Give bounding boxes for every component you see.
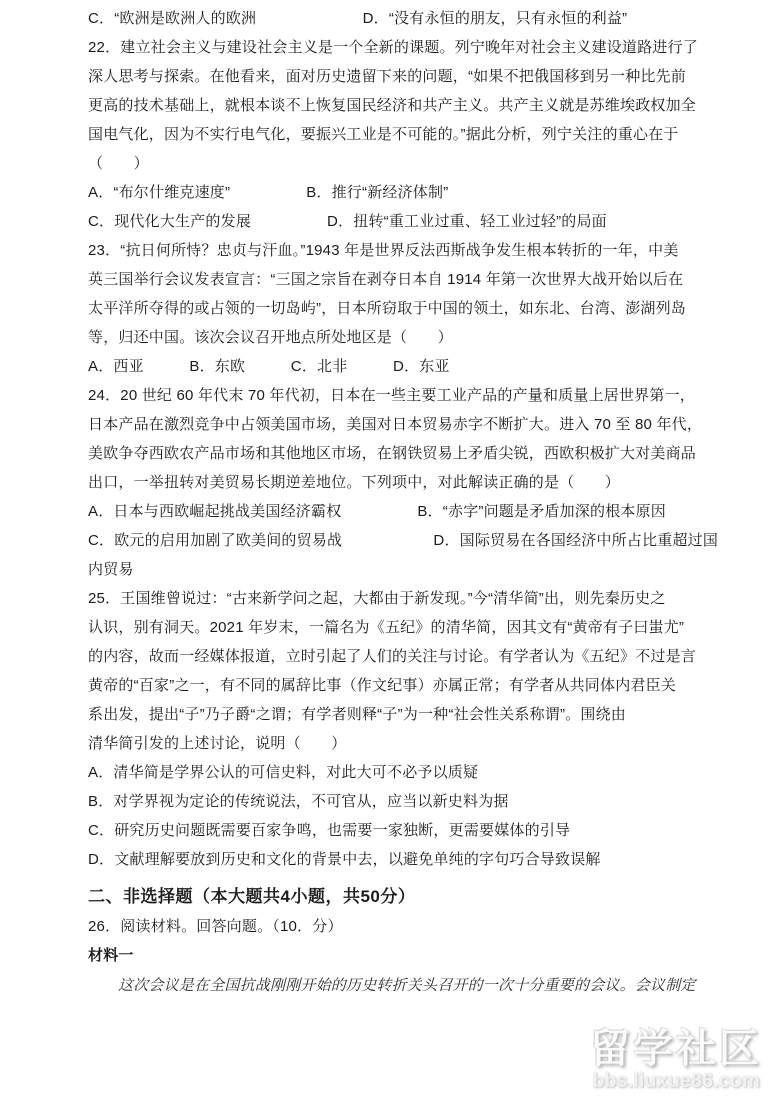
question-22-stem-line-4: 国电气化，因为不实行电气化，要振兴工业是不可能的。”据此分析，列宁关注的重心在于 — [88, 126, 679, 143]
question-24-stem-line-2: 日本产品在激烈竞争中占领美国市场，美国对日本贸易赤字不断扩大。进入 70 至 80 年代， — [88, 416, 703, 433]
question-23-stem-line-2: 英三国举行会议发表宣言：“三国之宗旨在剥夺日本自 1914 年第一次世界大战开始以后在 — [88, 271, 684, 288]
material-1-label: 材料一 — [88, 947, 134, 964]
question-24-options-cd: C．欧元的启用加剧了欧美间的贸易战 D．国际贸易在各国经济中所占比重超过国 — [88, 532, 719, 549]
question-24-stem-line-1: 24．20 世纪 60 年代末 70 年代初，日本在一些主要工业产品的产量和质量上居世界第一， — [88, 387, 695, 404]
question-22-stem-line-1: 22．建立社会主义与建设社会主义是一个全新的课题。列宁晚年对社会主义建设道路进行了 — [88, 39, 698, 56]
question-22-options-ab: A．“布尔什维克速度” B．推行“新经济体制” — [88, 184, 449, 201]
question-25-stem-line-3: 的内容，故而一经媒体报道，立时引起了人们的关注与讨论。有学者认为《五纪》不过是言 — [88, 648, 697, 665]
question-23-stem-line-4: 等，归还中国。该次会议召开地点所处地区是（ ） — [88, 329, 453, 346]
question-25-stem-line-2: 认识，别有洞天。2021 年岁末，一篇名为《五纪》的清华简，因其文有“黄帝有子曰蚩尤” — [88, 619, 685, 636]
prev-question-options-cd: C．“欧洲是欧洲人的欧洲 D．“没有永恒的朋友，只有永恒的利益” — [88, 10, 628, 27]
watermark-logo-text: 留学社区 — [590, 1027, 762, 1071]
question-25-option-b: B．对学界视为定论的传统说法，不可官从，应当以新史料为据 — [88, 793, 509, 810]
question-24-stem-line-4: 出口，一举扭转对美贸易长期逆差地位。下列项中，对此解读正确的是（ ） — [88, 474, 621, 491]
exam-body — [88, 4, 719, 1000]
question-23-stem-line-3: 太平洋所夺得的或占领的一切岛屿”，日本所窃取于中国的领土，如东北、台湾、澎湖列岛 — [88, 300, 686, 317]
question-22-stem-line-3: 更高的技术基础上，就根本谈不上恢复国民经济和共产主义。共产主义就是苏维埃政权加全 — [88, 97, 697, 114]
question-23-options-abcd: A．西亚 B．东欧 C．北非 D．东亚 — [88, 358, 450, 375]
question-25-option-d: D．文献理解要放到历史和文化的背景中去，以避免单纯的字句巧合导致误解 — [88, 851, 601, 868]
question-23-stem-line-1: 23．“抗日何所恃？忠贞与汗血。”1943 年是世界反法西斯战争发生根本转折的一年，中美 — [88, 242, 679, 259]
site-watermark — [590, 1028, 762, 1092]
question-25-stem-line-5: 系出发，提出“子”乃子爵“之谓；有学者则释“子”为一种“社会性关系称谓”。围绕由 — [88, 706, 626, 723]
question-25-option-c: C．研究历史问题既需要百家争鸣，也需要一家独断，更需要媒体的引导 — [88, 822, 571, 839]
question-22-stem-line-2: 深人思考与探索。在他看来，面对历史遗留下来的问题，“如果不把俄国移到另一种比先前 — [88, 68, 686, 85]
question-25-stem-line-1: 25．王国维曾说过：“古来新学问之起，大都由于新发现。”今“清华简”出，则先秦历史之 — [88, 590, 666, 607]
question-25-stem-line-4: 黄帝的“百家”之一，有不同的属辞比事（作文纪事）亦属正常；有学者从共同体内君臣关 — [88, 677, 676, 694]
material-1-text: 这次会议是在全国抗战刚刚开始的历史转折关头召开的一次十分重要的会议。会议制定 — [118, 977, 696, 994]
watermark-url-text: bbs.liuxue86.com — [592, 1070, 760, 1092]
question-22-options-cd: C．现代化大生产的发展 D．扭转“重工业过重、轻工业过轻”的局面 — [88, 213, 607, 230]
question-25-option-a: A．清华简是学界公认的可信史料，对此大可不必予以质疑 — [88, 764, 479, 781]
section-2-heading: 二、非选择题（本大题共4小题，共50分） — [88, 887, 416, 906]
question-26-intro: 26．阅读材料。回答向题。（10．分） — [88, 918, 343, 935]
question-24-options-ab: A．日本与西欧崛起挑战美国经济霸权 B．“赤字”问题是矛盾加深的根本原因 — [88, 503, 667, 520]
question-25-stem-line-6: 清华简引发的上述讨论，说明（ ） — [88, 735, 347, 752]
question-24-stem-line-3: 美欧争夺西欧农产品市场和其他地区市场，在钢铁贸易上矛盾尖锐，西欧积极扩大对美商品 — [88, 445, 697, 462]
question-24-option-d-wrap: 内贸易 — [88, 561, 134, 578]
question-22-answer-blank: （ ） — [88, 155, 149, 172]
